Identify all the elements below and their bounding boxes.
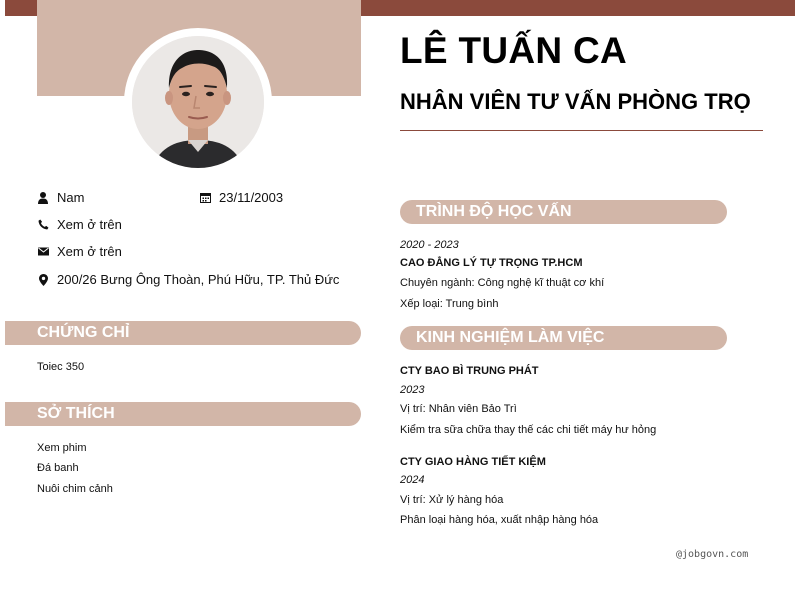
profile-photo [132, 36, 264, 168]
education-heading: TRÌNH ĐỘ HỌC VẤN [400, 200, 727, 224]
job-position: Vị trí: Nhân viên Bảo Trì [400, 403, 517, 415]
email-row [37, 244, 122, 259]
hobby-item: Nuôi chim cảnh [37, 483, 113, 495]
calendar-icon [199, 192, 211, 204]
job-year: 2023 [400, 384, 425, 396]
envelope-icon [37, 246, 49, 258]
gender-row [37, 190, 84, 205]
education-period: 2020 - 2023 [400, 239, 459, 251]
job-description: Phân loại hàng hóa, xuất nhập hàng hóa [400, 514, 599, 526]
job-company: CTY GIAO HÀNG TIẾT KIỆM [400, 456, 546, 468]
title-divider [400, 130, 763, 131]
job-company: CTY BAO BÌ TRUNG PHÁT [400, 365, 539, 377]
map-pin-icon [37, 274, 49, 286]
address-value: 200/26 Bưng Ông Thoàn, Phú Hữu, TP. Thủ Đức [57, 272, 340, 287]
avatar [124, 28, 272, 176]
certificate-item: Toiec 350 [37, 361, 85, 373]
phone-value: Xem ở trên [57, 217, 122, 232]
address-row [37, 272, 339, 287]
email-value: Xem ở trên [57, 244, 122, 259]
experience-heading: KINH NGHIỆM LÀM VIỆC [400, 326, 727, 350]
job-year: 2024 [400, 474, 425, 486]
job-position: Vị trí: Xử lý hàng hóa [400, 494, 504, 506]
certificates-heading: CHỨNG CHỈ [5, 321, 361, 345]
birthdate-value: 23/11/2003 [219, 190, 284, 205]
site-watermark: @jobgovn.com [676, 549, 749, 560]
education-major: Chuyên ngành: Công nghệ kĩ thuật cơ khí [400, 277, 605, 289]
phone-icon [37, 219, 49, 231]
hobby-item: Xem phim [37, 442, 87, 454]
person-icon [37, 192, 49, 204]
job-description: Kiểm tra sữa chữa thay thế các chi tiết máy hư hỏng [400, 424, 657, 436]
candidate-name: LÊ TUẤN CA [400, 30, 628, 71]
education-school: CAO ĐẲNG LÝ TỰ TRỌNG TP.HCM [400, 257, 583, 269]
hobby-item: Đá banh [37, 462, 79, 474]
birthdate-row [199, 190, 283, 205]
education-grade: Xếp loại: Trung bình [400, 298, 499, 310]
hobbies-heading: SỞ THÍCH [5, 402, 361, 426]
job-title: NHÂN VIÊN TƯ VẤN PHÒNG TRỌ [400, 89, 751, 114]
gender-value: Nam [57, 190, 85, 205]
phone-row [37, 217, 122, 232]
